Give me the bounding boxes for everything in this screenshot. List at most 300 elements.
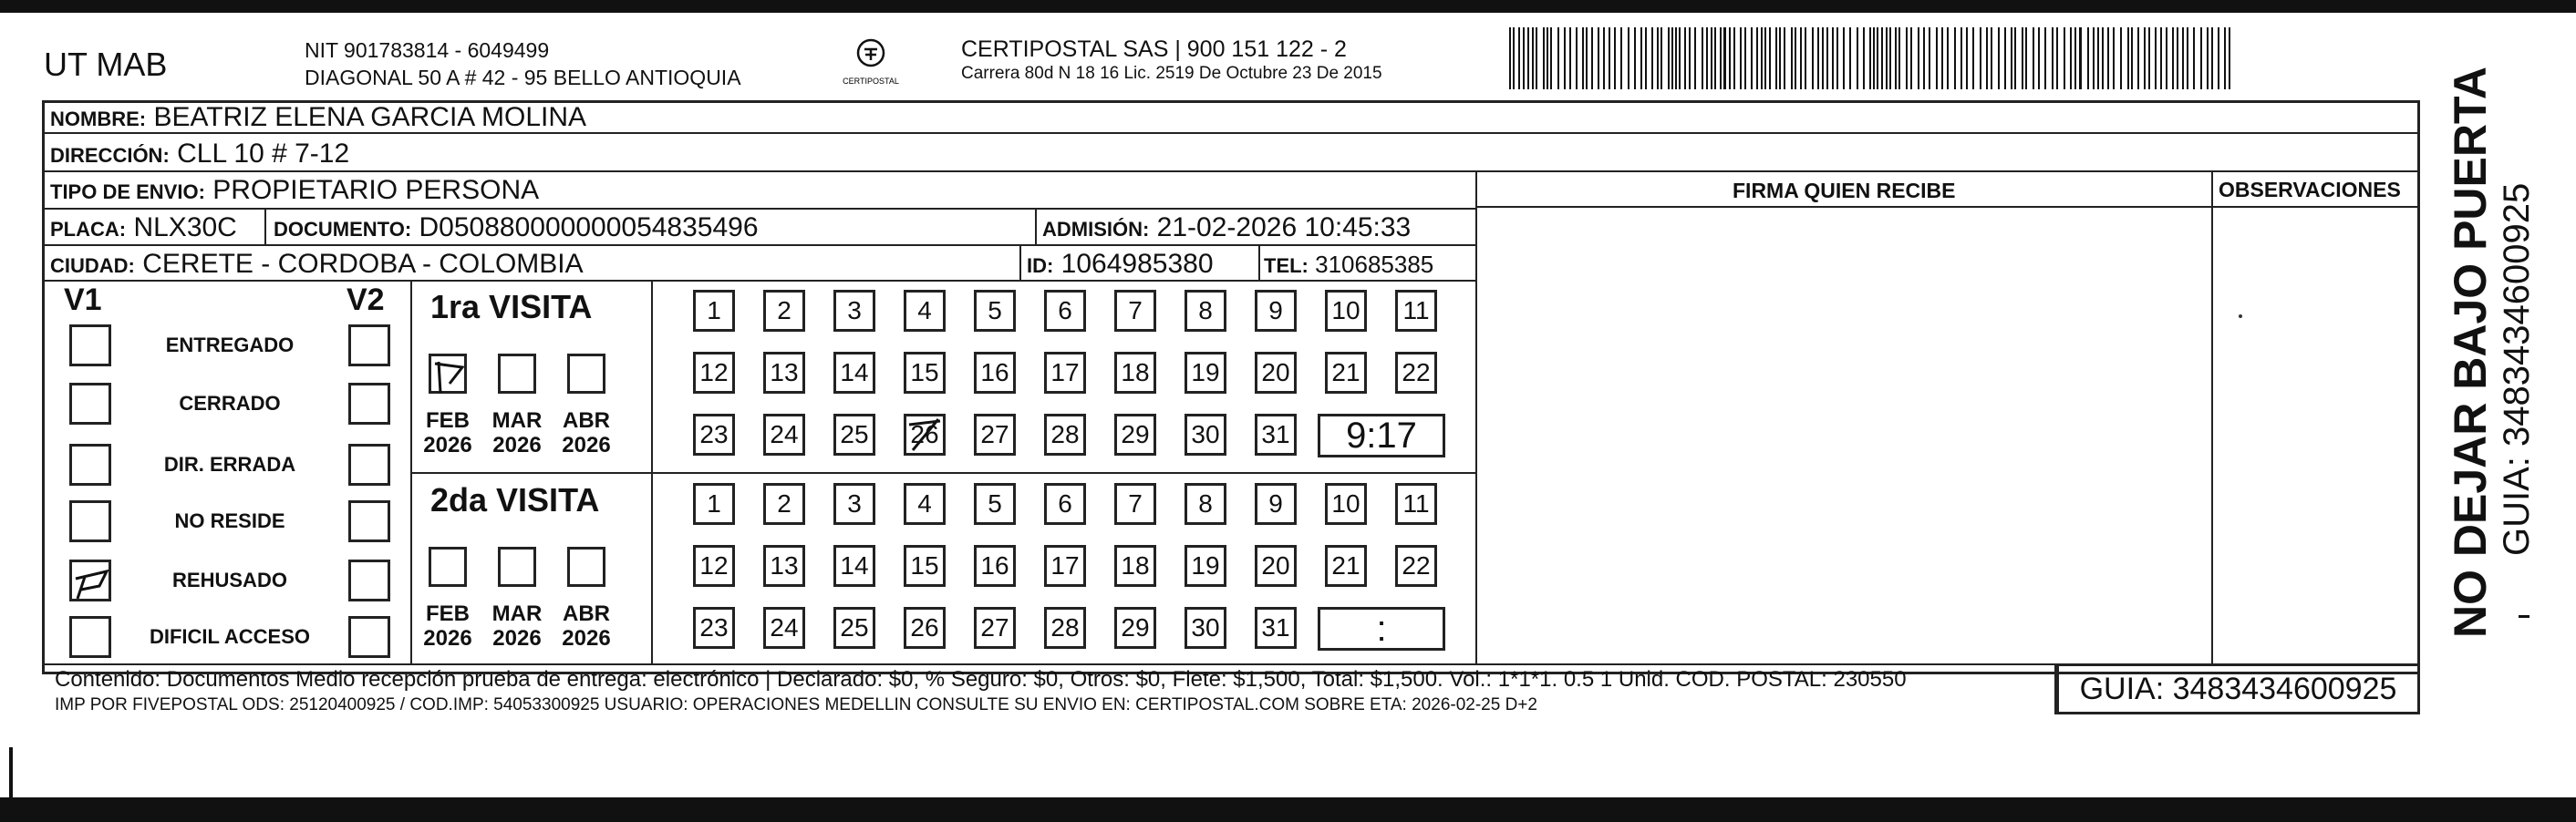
contenido-line: Contenido: Documentos Medio recepción prueba de entrega: electrónico | Declarado: $0, % Seguro: $0, Otros: $0, Flete: $1,500, Total: $1,500. Vol.: 1*1*1. 0.5 1 Unid. COD. POSTAL: 230550 xyxy=(55,667,1907,692)
day-box[interactable]: 25 xyxy=(833,414,875,456)
documento-value: D050880000000054835496 xyxy=(419,212,759,242)
barcode-bar xyxy=(1733,27,1735,89)
barcode-bar xyxy=(1898,27,1900,89)
barcode-bar xyxy=(2137,27,2139,89)
day-box[interactable]: 23 xyxy=(693,414,735,456)
barcode-bar xyxy=(2187,27,2188,89)
barcode-bar xyxy=(1527,27,1529,89)
barcode-bar xyxy=(2193,27,2195,89)
month-year: 2026 xyxy=(492,433,542,457)
carrier-name: CERTIPOSTAL SAS | 900 151 122 - 2 xyxy=(961,36,1347,62)
day-box[interactable]: 9 xyxy=(1255,483,1297,525)
barcode-bar xyxy=(1826,27,1828,89)
guia-box xyxy=(2056,663,2420,714)
barcode-bar xyxy=(1509,27,1511,89)
col-divider-observaciones xyxy=(2211,170,2213,665)
barcode-bar xyxy=(1679,27,1681,89)
row-divider xyxy=(44,280,1475,282)
direccion-row xyxy=(50,139,349,170)
barcode-bar xyxy=(1532,27,1534,89)
barcode-bar xyxy=(2011,27,2012,89)
day-strike-mark-icon xyxy=(904,414,946,456)
observaciones-header: OBSERVACIONES xyxy=(2219,178,2401,201)
barcode-bar xyxy=(1711,27,1712,89)
v2-checkbox[interactable] xyxy=(348,560,390,601)
barcode-bar xyxy=(2131,27,2133,89)
barcode-bar xyxy=(1591,27,1593,89)
day-box[interactable]: 29 xyxy=(1114,414,1156,456)
v1-checkbox[interactable] xyxy=(69,324,111,366)
barcode-bar xyxy=(1564,27,1566,89)
day-box[interactable]: 26 xyxy=(904,414,946,456)
v1-checkbox[interactable] xyxy=(69,500,111,542)
day-box[interactable]: 11 xyxy=(1395,483,1437,525)
barcode-bar xyxy=(1873,27,1875,89)
barcode-bar xyxy=(2025,27,2027,89)
barcode-bar xyxy=(2182,27,2184,89)
day-box[interactable]: 4 xyxy=(904,483,946,525)
visit-divider xyxy=(410,472,1475,474)
barcode-bar xyxy=(1557,27,1559,89)
month-label xyxy=(485,408,549,457)
barcode-bar xyxy=(1706,27,1708,89)
month-label xyxy=(416,408,480,457)
month-name: MAR xyxy=(491,408,543,433)
day-box[interactable]: 21 xyxy=(1325,352,1367,394)
barcode-bar xyxy=(1998,27,2000,89)
id-value: 1064985380 xyxy=(1060,249,1214,279)
barcode-bar xyxy=(2107,27,2109,89)
barcode-bar xyxy=(1761,27,1763,89)
barcode-bar xyxy=(2200,27,2202,89)
day-box[interactable]: 11 xyxy=(1395,290,1437,332)
barcode-bar xyxy=(1906,27,1908,89)
month-checkbox[interactable] xyxy=(498,354,536,394)
day-box[interactable]: 18 xyxy=(1114,352,1156,394)
day-box[interactable]: 25 xyxy=(833,607,875,649)
day-box[interactable]: 4 xyxy=(904,290,946,332)
day-box[interactable]: 24 xyxy=(763,414,805,456)
direccion-value: CLL 10 # 7-12 xyxy=(177,139,350,169)
day-box[interactable]: 2 xyxy=(763,290,805,332)
barcode-bar xyxy=(1657,27,1659,89)
v1-checkbox[interactable] xyxy=(69,560,111,601)
day-box[interactable]: 7 xyxy=(1114,290,1156,332)
barcode-bar xyxy=(1744,27,1746,89)
v1-checkbox[interactable] xyxy=(69,616,111,658)
visit-time-box[interactable]: 9:17 xyxy=(1318,414,1445,457)
month-name: FEB xyxy=(426,408,470,433)
barcode-bar xyxy=(1723,27,1726,89)
day-box[interactable]: 21 xyxy=(1325,545,1367,587)
month-year: 2026 xyxy=(562,626,611,651)
barcode-bar xyxy=(2044,27,2046,89)
barcode-bar xyxy=(1764,27,1766,89)
barcode-bar xyxy=(2038,27,2040,89)
barcode-bar xyxy=(1817,27,1819,89)
barcode-bar xyxy=(1523,27,1525,89)
placa-row xyxy=(50,212,237,243)
month-checkbox[interactable] xyxy=(567,547,605,587)
barcode-bar xyxy=(1684,27,1686,89)
day-box[interactable]: 10 xyxy=(1325,290,1367,332)
status-option-label: CERRADO xyxy=(179,392,281,415)
placa-value: NLX30C xyxy=(133,212,237,242)
barcode-bar xyxy=(2218,27,2219,89)
month-year: 2026 xyxy=(492,626,542,651)
barcode-bar xyxy=(2014,27,2016,89)
barcode-bar xyxy=(2160,27,2162,89)
barcode-bar xyxy=(2102,27,2104,89)
barcode-bar xyxy=(1675,27,1677,89)
cell-divider xyxy=(1019,244,1021,280)
barcode-bar xyxy=(1645,27,1647,89)
barcode-bar xyxy=(1702,27,1703,89)
day-box[interactable]: 13 xyxy=(763,352,805,394)
barcode-bar xyxy=(1689,27,1691,89)
month-checkbox[interactable] xyxy=(429,354,467,394)
admision-value: 21-02-2026 10:45:33 xyxy=(1156,212,1412,242)
check-mark-icon xyxy=(72,562,114,604)
v2-checkbox[interactable] xyxy=(348,500,390,542)
nombre-row xyxy=(50,102,586,133)
admision-label: ADMISIÓN: xyxy=(1042,218,1150,241)
barcode-bar xyxy=(2097,27,2099,89)
id-row xyxy=(1027,249,1214,280)
barcode-bar xyxy=(2079,27,2082,89)
tel-row xyxy=(1264,251,1433,279)
day-box[interactable]: 18 xyxy=(1114,545,1156,587)
day-box[interactable]: 9 xyxy=(1255,290,1297,332)
barcode-bar xyxy=(2172,27,2174,89)
barcode-bar xyxy=(2224,27,2226,89)
day-box[interactable]: 10 xyxy=(1325,483,1367,525)
check-mark-icon xyxy=(431,356,470,396)
barcode-bar xyxy=(1791,27,1793,89)
barcode-bar xyxy=(2148,27,2150,89)
barcode-bar xyxy=(1536,27,1537,89)
day-box[interactable]: 6 xyxy=(1044,483,1086,525)
v2-checkbox[interactable] xyxy=(348,616,390,658)
day-box[interactable]: 2 xyxy=(763,483,805,525)
barcode-bar xyxy=(1609,27,1610,89)
day-box[interactable]: 12 xyxy=(693,545,735,587)
col-divider-firma xyxy=(1475,170,1477,665)
barcode-bar xyxy=(1603,27,1605,89)
barcode-bar xyxy=(1886,27,1888,89)
left-edge-line xyxy=(9,747,13,802)
documento-label: DOCUMENTO: xyxy=(274,218,412,241)
month-name: ABR xyxy=(563,601,610,626)
firma-header: FIRMA QUIEN RECIBE xyxy=(1733,179,1956,202)
cell-divider xyxy=(264,208,266,244)
ciudad-row xyxy=(50,249,584,280)
status-option-label: DIR. ERRADA xyxy=(163,453,296,476)
tel-value: 310685385 xyxy=(1315,251,1434,278)
certipostal-logo xyxy=(839,36,903,91)
barcode-bar xyxy=(2074,27,2076,89)
day-box[interactable]: 5 xyxy=(974,290,1016,332)
barcode-bar xyxy=(1620,27,1622,89)
visit-2-title: 2da VISITA xyxy=(430,481,600,519)
month-name: MAR xyxy=(491,601,543,626)
day-box[interactable]: 12 xyxy=(693,352,735,394)
barcode-bar xyxy=(1651,27,1653,89)
day-box[interactable]: 1 xyxy=(693,483,735,525)
barcode-bar xyxy=(1800,27,1802,89)
ciudad-label: CIUDAD: xyxy=(50,254,135,277)
barcode-bar xyxy=(1863,27,1865,89)
month-year: 2026 xyxy=(423,626,472,651)
company-info xyxy=(305,36,741,91)
visit-1-title: 1ra VISITA xyxy=(430,288,593,325)
barcode-bar xyxy=(1660,27,1662,89)
day-box[interactable]: 31 xyxy=(1255,414,1297,456)
day-box[interactable]: 27 xyxy=(974,414,1016,456)
tipo-value: PROPIETARIO PERSONA xyxy=(212,175,540,205)
day-box[interactable]: 17 xyxy=(1044,545,1086,587)
barcode-bar xyxy=(2004,27,2006,89)
status-option-label: NO RESIDE xyxy=(174,509,285,532)
row-divider xyxy=(1475,206,2420,208)
direccion-label: DIRECCIÓN: xyxy=(50,144,170,167)
day-box[interactable]: 16 xyxy=(974,352,1016,394)
v2-header: V2 xyxy=(347,283,385,317)
tipo-row xyxy=(50,175,539,206)
tel-label: TEL: xyxy=(1264,254,1309,277)
barcode-bar xyxy=(1881,27,1883,89)
guia-number: GUIA: 3483434600925 xyxy=(2079,671,2397,706)
barcode-bar xyxy=(1929,27,1930,89)
barcode-bar xyxy=(1795,27,1796,89)
day-box[interactable]: 22 xyxy=(1395,545,1437,587)
barcode-bar xyxy=(1991,27,1992,89)
barcode-bar xyxy=(1923,27,1925,89)
barcode-bar xyxy=(1729,27,1731,89)
barcode-bar xyxy=(1714,27,1716,89)
barcode-bar xyxy=(1941,27,1943,89)
barcode-bar xyxy=(1576,27,1578,89)
barcode-bar xyxy=(1895,27,1897,89)
documento-row xyxy=(274,212,759,243)
logo-text: CERTIPOSTAL xyxy=(843,77,899,86)
placa-label: PLACA: xyxy=(50,218,127,241)
barcode-bar xyxy=(1634,27,1636,89)
barcode-bar xyxy=(1775,27,1777,89)
barcode-bar xyxy=(2144,27,2146,89)
barcode-bar xyxy=(2113,27,2115,89)
barcode-bar xyxy=(1947,27,1949,89)
month-label xyxy=(416,601,480,651)
day-box[interactable]: 29 xyxy=(1114,607,1156,649)
v2-checkbox[interactable] xyxy=(348,383,390,425)
day-box[interactable]: 14 xyxy=(833,545,875,587)
day-box[interactable]: 19 xyxy=(1185,352,1226,394)
barcode-bar xyxy=(2056,27,2058,89)
day-box[interactable]: 30 xyxy=(1185,607,1226,649)
barcode-bar xyxy=(1543,27,1545,89)
barcode-bar xyxy=(2207,27,2209,89)
cell-divider xyxy=(1035,208,1037,244)
barcode-bar xyxy=(1550,27,1552,89)
months-divider xyxy=(651,280,653,665)
barcode-bar xyxy=(1986,27,1988,89)
day-box[interactable]: 20 xyxy=(1255,545,1297,587)
day-box[interactable]: 8 xyxy=(1185,290,1226,332)
barcode-bar xyxy=(1836,27,1838,89)
side-guia: GUIA: 3483434600925 xyxy=(2497,182,2537,556)
month-checkbox[interactable] xyxy=(498,547,536,587)
barcode-bar xyxy=(1582,27,1584,89)
barcode-bar xyxy=(1877,27,1878,89)
day-box[interactable]: 26 xyxy=(904,607,946,649)
month-name: ABR xyxy=(563,408,610,433)
observation-dot xyxy=(2239,314,2242,318)
barcode-bar xyxy=(2093,27,2095,89)
day-box[interactable]: 13 xyxy=(763,545,805,587)
barcode-bar xyxy=(1954,27,1956,89)
barcode-bar xyxy=(1960,27,1962,89)
barcode-bar xyxy=(1569,27,1571,89)
month-year: 2026 xyxy=(562,433,611,457)
v2-checkbox[interactable] xyxy=(348,444,390,486)
barcode-bar xyxy=(1598,27,1599,89)
barcode-bar xyxy=(2022,27,2023,89)
status-option-label: REHUSADO xyxy=(172,569,287,591)
barcode-bar xyxy=(1586,27,1588,89)
day-box[interactable]: 1 xyxy=(693,290,735,332)
day-box[interactable]: 20 xyxy=(1255,352,1297,394)
barcode-bar xyxy=(1822,27,1824,89)
day-box[interactable]: 17 xyxy=(1044,352,1086,394)
barcode-bar xyxy=(1832,27,1834,89)
barcode-bar xyxy=(1843,27,1845,89)
day-box[interactable]: 19 xyxy=(1185,545,1226,587)
visit-time-box[interactable]: : xyxy=(1318,607,1445,651)
barcode-bar xyxy=(1640,27,1642,89)
tipo-label: TIPO DE ENVIO: xyxy=(50,180,205,203)
barcode-bar xyxy=(1918,27,1919,89)
barcode-bar xyxy=(1628,27,1629,89)
barcode-bar xyxy=(2052,27,2054,89)
barcode-bar xyxy=(1889,27,1891,89)
day-box[interactable]: 3 xyxy=(833,483,875,525)
day-box[interactable]: 6 xyxy=(1044,290,1086,332)
month-checkbox[interactable] xyxy=(429,547,467,587)
barcode-bar xyxy=(2166,27,2167,89)
barcode-bar xyxy=(1936,27,1938,89)
day-box[interactable]: 28 xyxy=(1044,414,1086,456)
top-border xyxy=(0,0,2576,13)
row-divider xyxy=(44,244,1475,246)
day-box[interactable]: 16 xyxy=(974,545,1016,587)
barcode xyxy=(1509,27,2234,89)
barcode-bar xyxy=(1671,27,1673,89)
id-label: ID: xyxy=(1027,254,1054,277)
day-box[interactable]: 27 xyxy=(974,607,1016,649)
status-option-label: DIFICIL ACCESO xyxy=(149,625,310,648)
barcode-bar xyxy=(2229,27,2230,89)
v1-checkbox[interactable] xyxy=(69,383,111,425)
day-box[interactable]: 8 xyxy=(1185,483,1226,525)
day-box[interactable]: 15 xyxy=(904,352,946,394)
v2-checkbox[interactable] xyxy=(348,324,390,366)
day-box[interactable]: 24 xyxy=(763,607,805,649)
day-box[interactable]: 31 xyxy=(1255,607,1297,649)
side-tick xyxy=(2519,615,2529,618)
month-label xyxy=(554,408,618,457)
company-name: UT MAB xyxy=(44,46,168,83)
barcode-bar xyxy=(1784,27,1785,89)
barcode-bar xyxy=(1857,27,1858,89)
company-address: DIAGONAL 50 A # 42 - 95 BELLO ANTIOQUIA xyxy=(305,66,741,89)
month-year: 2026 xyxy=(423,433,472,457)
barcode-bar xyxy=(1518,27,1520,89)
day-box[interactable]: 28 xyxy=(1044,607,1086,649)
barcode-bar xyxy=(1756,27,1758,89)
day-box[interactable]: 5 xyxy=(974,483,1016,525)
cell-divider xyxy=(1258,244,1260,280)
barcode-bar xyxy=(2120,27,2122,89)
bottom-border xyxy=(0,797,2576,822)
day-box[interactable]: 3 xyxy=(833,290,875,332)
row-divider xyxy=(44,170,2420,172)
barcode-bar xyxy=(1769,27,1771,89)
nombre-label: NOMBRE: xyxy=(50,108,147,130)
no-dejar-warning: NO DEJAR BAJO PUERTA xyxy=(2445,67,2496,638)
barcode-bar xyxy=(2033,27,2034,89)
v1-header: V1 xyxy=(64,283,102,317)
nombre-value: BEATRIZ ELENA GARCIA MOLINA xyxy=(153,102,587,132)
barcode-bar xyxy=(1779,27,1781,89)
v1-checkbox[interactable] xyxy=(69,444,111,486)
barcode-bar xyxy=(1972,27,1974,89)
month-checkbox[interactable] xyxy=(567,354,605,394)
ciudad-value: CERETE - CORDOBA - COLOMBIA xyxy=(142,249,584,279)
barcode-bar xyxy=(1980,27,1981,89)
month-label xyxy=(485,601,549,651)
barcode-bar xyxy=(2211,27,2213,89)
status-option-label: ENTREGADO xyxy=(165,334,295,356)
barcode-bar xyxy=(1966,27,1968,89)
barcode-bar xyxy=(1849,27,1851,89)
barcode-bar xyxy=(1720,27,1722,89)
barcode-bar xyxy=(1812,27,1814,89)
month-name: FEB xyxy=(426,601,470,626)
day-box[interactable]: 23 xyxy=(693,607,735,649)
day-box[interactable]: 22 xyxy=(1395,352,1437,394)
barcode-bar xyxy=(1547,27,1548,89)
row-divider xyxy=(44,208,1475,210)
day-box[interactable]: 14 xyxy=(833,352,875,394)
imp-line: IMP POR FIVEPOSTAL ODS: 25120400925 / COD.IMP: 54053300925 USUARIO: OPERACIONES MEDELLIN CONSULTE SU ENVIO EN: CERTIPOSTAL.COM SOBRE ETA: 2026-02-25 D+2 xyxy=(55,695,1537,714)
barcode-bar xyxy=(2087,27,2089,89)
barcode-bar xyxy=(1751,27,1753,89)
barcode-bar xyxy=(1805,27,1806,89)
day-box[interactable]: 15 xyxy=(904,545,946,587)
status-divider xyxy=(410,280,412,665)
nit: NIT 901783814 - 6049499 xyxy=(305,38,550,62)
barcode-bar xyxy=(1614,27,1616,89)
day-box[interactable]: 7 xyxy=(1114,483,1156,525)
barcode-bar xyxy=(1740,27,1742,89)
day-box[interactable]: 30 xyxy=(1185,414,1226,456)
barcode-bar xyxy=(2127,27,2129,89)
admision-row xyxy=(1042,212,1411,243)
barcode-bar xyxy=(2064,27,2065,89)
barcode-bar xyxy=(1694,27,1696,89)
barcode-bar xyxy=(1910,27,1912,89)
